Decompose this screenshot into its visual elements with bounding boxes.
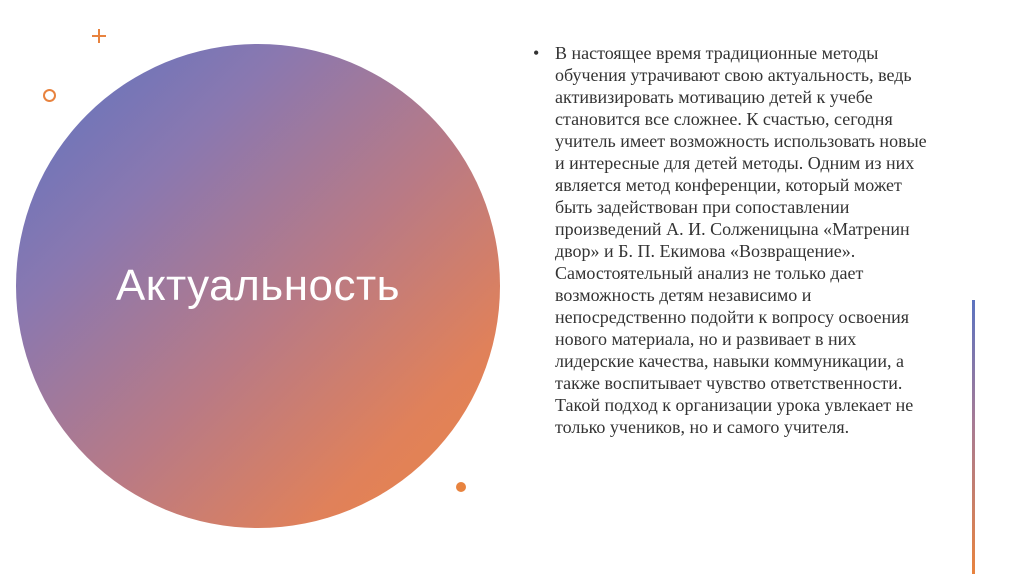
ring-icon: [43, 89, 56, 102]
accent-line: [972, 300, 975, 574]
title-circle: [16, 44, 500, 528]
body-paragraph: В настоящее время традиционные методы обучения утрачивают свою актуальность, ведь активизировать мотивацию детей к учебе становится все сложнее. К счастью, сегодня учитель имеет возможность использовать новые и интересные для детей методы. Одним из них является метод конференции, который может быть задействован при сопоставлении произведений А. И. Солженицына «Матренин двор» и Б. П. Екимова «Возвращение». Самостоятельный анализ не только дает возможность детям независимо и непосредственно подойти к вопросу освоения нового материала, но и развивает в них лидерские качества, навыки коммуникации, а также воспитывает чувство ответственности. Такой подход к организации урока увлекает не только учеников, но и самого учителя.: [555, 43, 927, 437]
body-text-block: [533, 42, 933, 438]
dot-icon: [456, 482, 466, 492]
slide-title: Актуальность: [115, 261, 401, 310]
plus-icon: [91, 28, 107, 44]
bullet-marker: •: [533, 43, 540, 63]
